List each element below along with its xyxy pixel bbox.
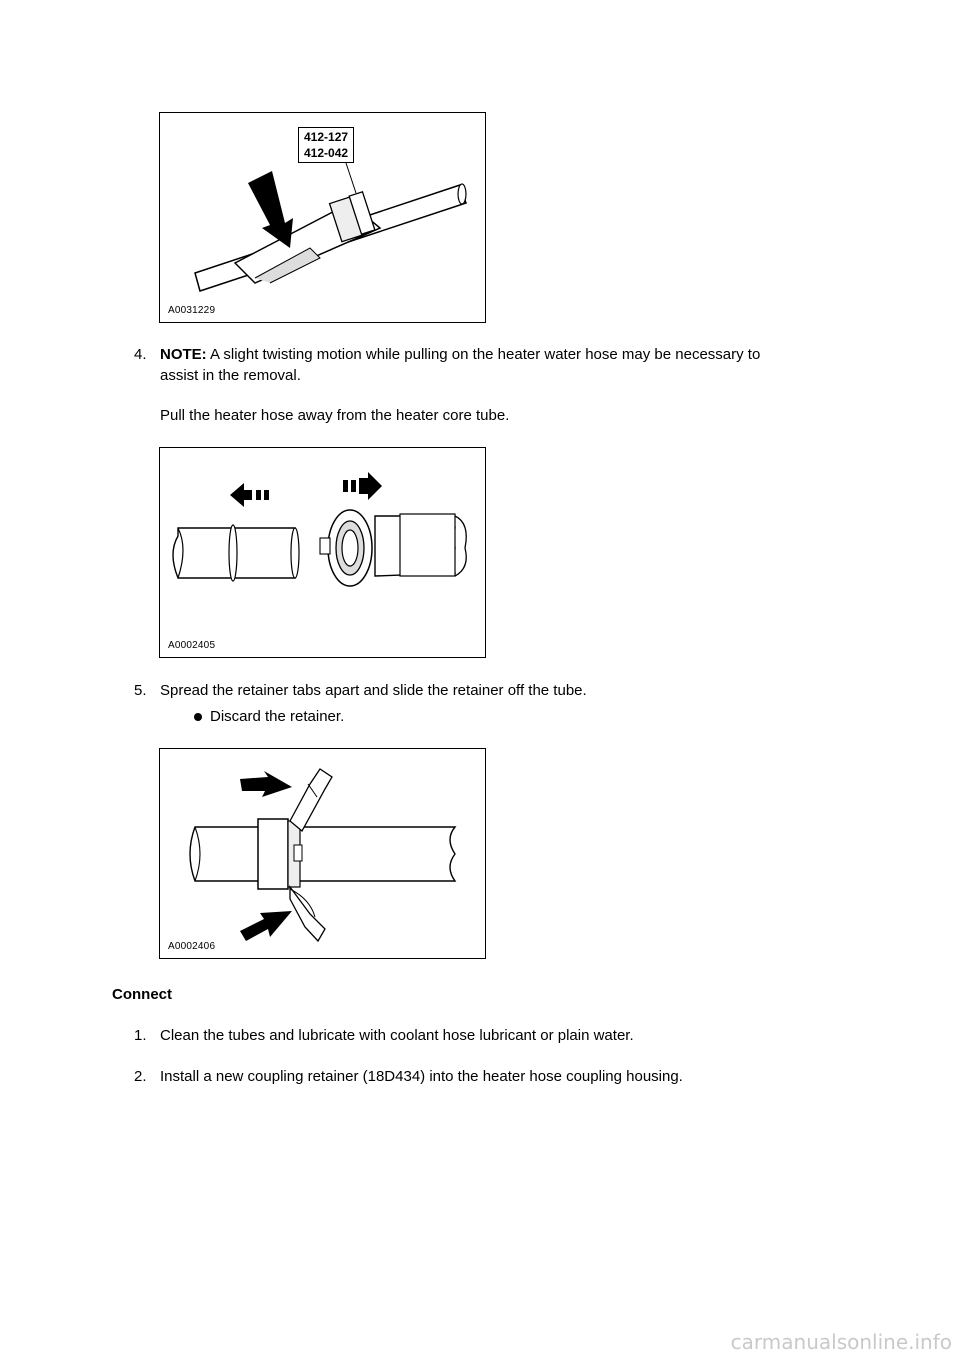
tool-callout	[298, 127, 354, 163]
step-4-note-cont: assist in the removal.	[160, 367, 301, 384]
step-5-number: 5.	[134, 682, 147, 699]
step-4-note	[160, 345, 760, 365]
note-text: A slight twisting motion while pulling on the heater water hose may be necessary to	[206, 346, 761, 363]
connect-item-1-number: 1.	[134, 1027, 147, 1044]
figure-a0002406	[159, 748, 486, 959]
figure-a0002405	[159, 447, 486, 658]
callout-line-2: 412-042	[304, 146, 349, 160]
figure-illustration	[160, 749, 486, 959]
step-4-number: 4.	[134, 346, 147, 363]
callout-line-1: 412-127	[304, 130, 349, 144]
figure-a0031229	[159, 112, 486, 323]
note-label: NOTE:	[160, 346, 207, 363]
connect-item-1-text: Clean the tubes and lubricate with coolant hose lubricant or plain water.	[160, 1027, 634, 1044]
figure-id: A0002406	[168, 941, 216, 952]
figure-illustration	[160, 448, 486, 658]
bullet-dot	[194, 713, 202, 721]
step-4-action: Pull the heater hose away from the heater core tube.	[160, 407, 510, 424]
connect-item-2-text: Install a new coupling retainer (18D434) into the heater hose coupling housing.	[160, 1068, 683, 1085]
step-5-bullet: Discard the retainer.	[210, 708, 345, 725]
step-5-text: Spread the retainer tabs apart and slide the retainer off the tube.	[160, 682, 587, 699]
connect-item-2-number: 2.	[134, 1068, 147, 1085]
watermark: carmanualsonline.info	[730, 1330, 952, 1354]
figure-id: A0031229	[168, 305, 216, 316]
figure-id: A0002405	[168, 640, 216, 651]
connect-heading: Connect	[112, 986, 172, 1003]
